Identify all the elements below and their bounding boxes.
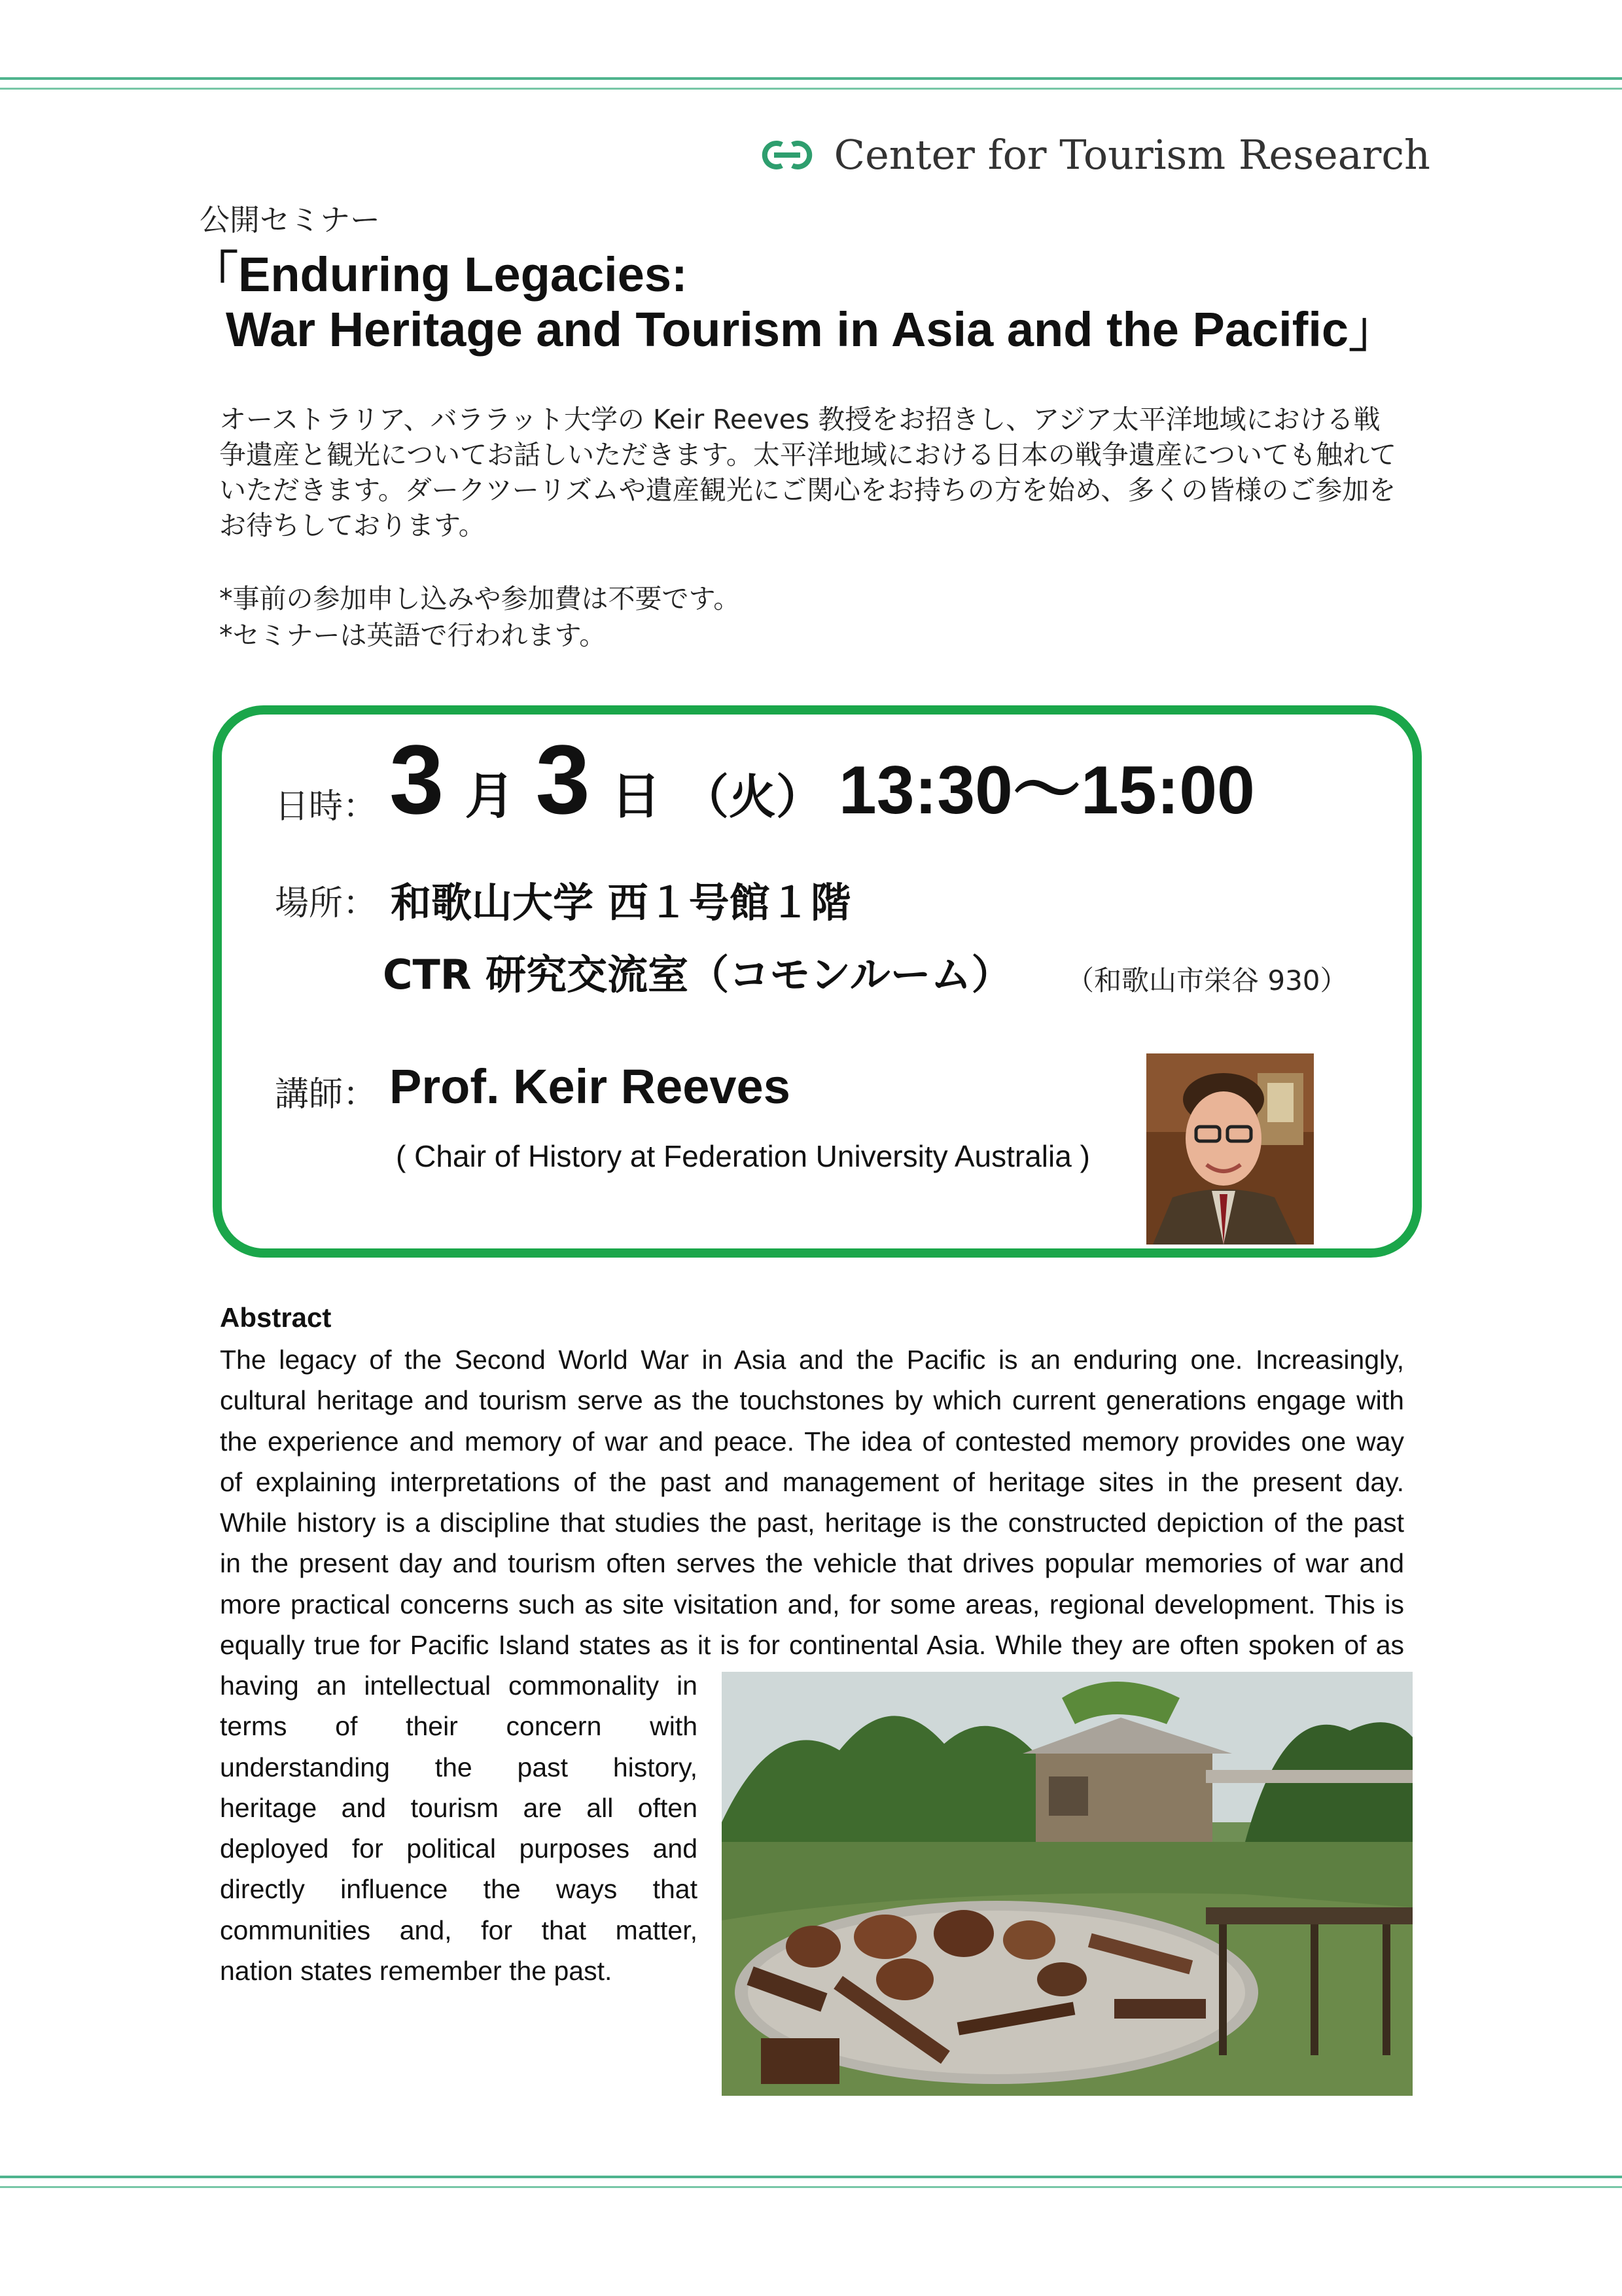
venue-label: 場所：: [275, 884, 378, 923]
speaker-label: 講師：: [275, 1075, 378, 1114]
abstract-body-wrapped: [220, 1665, 697, 1991]
date-day-unit: 日: [610, 769, 661, 824]
event-time: 13:30～15:00: [838, 752, 1255, 828]
logo-text: Center for Tourism Research: [834, 131, 1430, 179]
top-rule: [0, 77, 1622, 97]
abstract-line: of explaining interpretations of the past and management of heritage sites in the present day.: [220, 1466, 1404, 1497]
speaker-name: Prof. Keir Reeves: [389, 1059, 790, 1114]
ctr-logo-icon: [754, 137, 820, 173]
venue-room: CTR 研究交流室（コモンルーム）: [383, 951, 1012, 998]
abstract-line: understanding the past history,: [220, 1752, 697, 1782]
title-line-2: War Heritage and Tourism in Asia and the Pacific」: [226, 302, 1398, 357]
title-line-1: 「Enduring Legacies:: [190, 247, 688, 302]
seminar-title: [190, 247, 1397, 357]
notes: [219, 580, 740, 654]
date-label: 日時：: [275, 787, 378, 826]
seminar-label: 公開セミナー: [200, 202, 380, 238]
date-month: 3: [389, 724, 444, 834]
ctr-logo: [754, 131, 1430, 179]
venue-building: 和歌山大学 西１号館１階: [391, 879, 851, 927]
abstract-heading: Abstract: [220, 1302, 332, 1333]
abstract-line: having an intellectual commonality in: [220, 1670, 697, 1701]
date-month-unit: 月: [465, 769, 515, 824]
date-day: 3: [535, 724, 590, 834]
intro-paragraph: オーストラリア、バララット大学の Keir Reeves 教授をお招きし、アジア太平洋地域における戦争遺産と観光についてお話しいただきます。太平洋地域における日本の戦争遺産についても触れていただきます。ダークツーリズムや遺産観光にご関心をお持ちの方を始め、多くの皆様のご参加をお待ちしております。: [219, 404, 1397, 541]
event-date: [389, 723, 1255, 836]
abstract-line: the experience and memory of war and peace. The idea of contested memory provides one way: [220, 1426, 1404, 1457]
abstract-line: cultural heritage and tourism serve as the touchstones by which current generations engage with: [220, 1385, 1404, 1416]
abstract-line: nation states remember the past.: [220, 1956, 612, 1987]
speaker-photo: [1146, 1053, 1314, 1245]
abstract-line: communities and, for that matter,: [220, 1915, 697, 1945]
abstract-line: directly influence the ways that: [220, 1874, 697, 1905]
abstract-line: The legacy of the Second World War in Asia and the Pacific is an enduring one. Increasingly,: [220, 1345, 1404, 1375]
abstract-line: equally true for Pacific Island states as it is for continental Asia. While they are often spoken of as: [220, 1630, 1404, 1661]
venue-address: （和歌山市栄谷 930）: [1067, 964, 1348, 997]
abstract-body: [220, 1339, 1404, 1665]
date-weekday: （火）: [681, 771, 823, 824]
abstract-line: in the present day and tourism often serves the vehicle that drives popular memories of war and: [220, 1548, 1404, 1579]
note-registration: *事前の参加申し込みや参加費は不要です。: [219, 583, 741, 614]
abstract-line: deployed for political purposes and: [220, 1833, 697, 1864]
abstract-line: While history is a discipline that studies the past, heritage is the constructed depiction of the past: [220, 1508, 1404, 1538]
speaker-affiliation: ( Chair of History at Federation University Australia ): [396, 1139, 1090, 1173]
note-language: *セミナーは英語で行われます。: [219, 620, 607, 651]
war-relics-photo: [722, 1672, 1413, 2096]
abstract-line: terms of their concern with: [220, 1711, 697, 1742]
abstract-line: heritage and tourism are all often: [220, 1792, 697, 1823]
bottom-rule: [0, 2176, 1622, 2196]
abstract-line: more practical concerns such as site visitation and, for some areas, regional development. This is: [220, 1589, 1404, 1619]
